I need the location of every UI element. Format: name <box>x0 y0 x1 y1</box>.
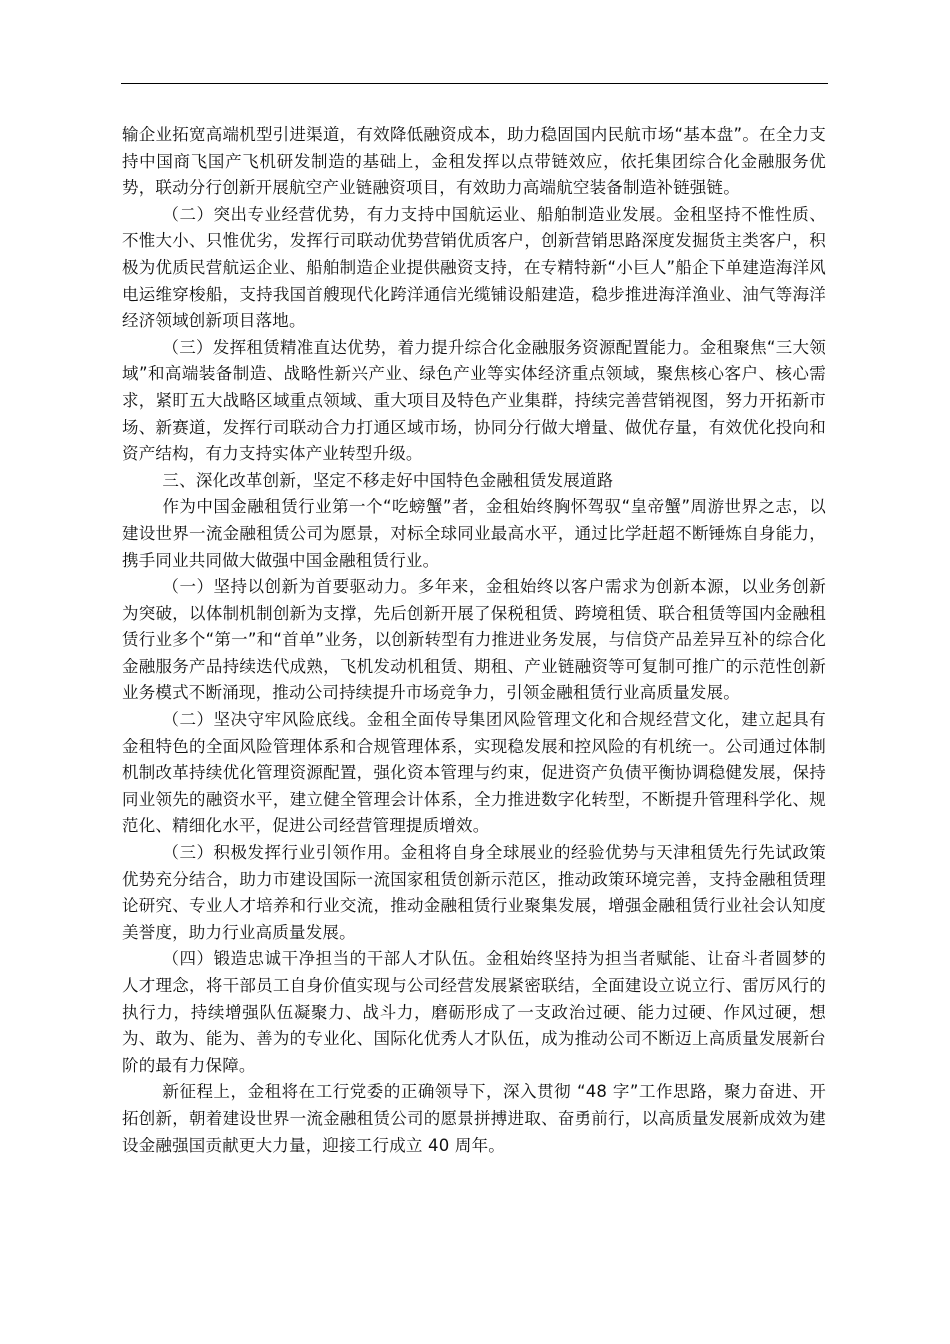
document-body <box>122 122 826 1159</box>
paragraph: （四）锻造忠诚干净担当的干部人才队伍。金租始终坚持为担当者赋能、让奋斗者圆梦的人才理念，将干部员工自身价值实现与公司经营发展紧密联结，全面建设立说立行、雷厉风行的执行力，持续增强队伍凝聚力、战斗力，磨砺形成了一支政治过硬、能力过硬、作风过硬，想为、敢为、能为、善为的专业化、国际化优秀人才队伍，成为推动公司不断迈上高质量发展新台阶的最有力保障。 <box>122 949 826 1075</box>
paragraph: （二）坚决守牢风险底线。金租全面传导集团风险管理文化和合规经营文化，建立起具有金租特色的全面风险管理体系和合规管理体系，实现稳发展和控风险的有机统一。公司通过体制机制改革持续优化管理资源配置，强化资本管理与约束，促进资产负债平衡协调稳健发展，保持同业领先的融资水平，建立健全管理会计体系，全力推进数字化转型，不断提升管理科学化、规范化、精细化水平，促进公司经营管理提质增效。 <box>122 710 826 836</box>
header-rule <box>121 83 828 84</box>
paragraph: （三）积极发挥行业引领作用。金租将自身全球展业的经验优势与天津租赁先行先试政策优势充分结合，助力市建设国际一流国家租赁创新示范区，推动政策环境完善，支持金融租赁理论研究、专业人才培养和行业交流，推动金融租赁行业聚集发展，增强金融租赁行业社会认知度美誉度，助力行业高质量发展。 <box>122 843 826 942</box>
paragraph: 新征程上，金租将在工行党委的正确领导下，深入贯彻 “48 字”工作思路，聚力奋进、开拓创新，朝着建设世界一流金融租赁公司的愿景拼搏进取、奋勇前行，以高质量发展新成效为建设金融强国贡献更大力量，迎接工行成立 40 周年。 <box>122 1082 826 1155</box>
paragraph: 作为中国金融租赁行业第一个“吃螃蟹”者，金租始终胸怀驾驭“皇帝蟹”周游世界之志，以建设世界一流金融租赁公司为愿景，对标全球同业最高水平，通过比学赶超不断锤炼自身能力，携手同业共同做大做强中国金融租赁行业。 <box>122 497 826 570</box>
paragraph: 输企业拓宽高端机型引进渠道，有效降低融资成本，助力稳固国内民航市场“基本盘”。在全力支持中国商飞国产飞机研发制造的基础上，金租发挥以点带链效应，依托集团综合化金融服务优势，联动分行创新开展航空产业链融资项目，有效助力高端航空装备制造补链强链。 <box>122 125 826 198</box>
paragraph: （一）坚持以创新为首要驱动力。多年来，金租始终以客户需求为创新本源，以业务创新为突破，以体制机制创新为支撑，先后创新开展了保税租赁、跨境租赁、联合租赁等国内金融租赁行业多个“第一”和“首单”业务，以创新转型有力推进业务发展，与信贷产品差异互补的综合化金融服务产品持续迭代成熟，飞机发动机租赁、期租、产业链融资等可复制可推广的示范性创新业务模式不断涌现，推动公司持续提升市场竞争力，引领金融租赁行业高质量发展。 <box>122 577 826 703</box>
section-heading: 三、深化改革创新，坚定不移走好中国特色金融租赁发展道路 <box>162 470 614 490</box>
paragraph: （二）突出专业经营优势，有力支持中国航运业、船舶制造业发展。金租坚持不惟性质、不惟大小、只惟优劣，发挥行司联动优势营销优质客户，创新营销思路深度发掘货主类客户，积极为优质民营航运企业、船舶制造企业提供融资支持，在专精特新“小巨人”船企下单建造海洋风电运维穿梭船，支持我国首艘现代化跨洋通信光缆铺设船建造，稳步推进海洋渔业、油气等海洋经济领域创新项目落地。 <box>122 204 826 331</box>
paragraph: （三）发挥租赁精准直达优势，着力提升综合化金融服务资源配置能力。金租聚焦“三大领域”和高端装备制造、战略性新兴产业、绿色产业等实体经济重点领域，聚焦核心客户、核心需求，紧盯五大战略区域重点领域、重大项目及特色产业集群，持续完善营销视图，努力开拓新市场、新赛道，发挥行司联动合力打通区域市场，协同分行做大增量、做优存量，有效优化投向和资产结构，有力支持实体产业转型升级。 <box>122 337 826 464</box>
